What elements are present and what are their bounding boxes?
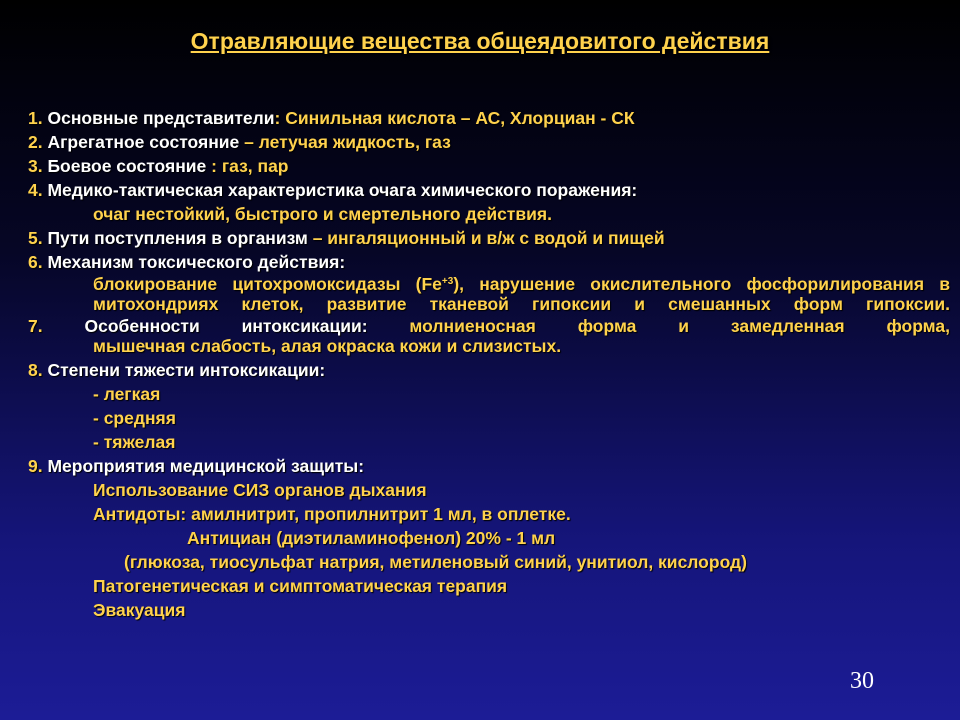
item-label: Особенности интоксикации: (42, 316, 368, 336)
item-7-detail: мышечная слабость, алая окраска кожи и слизистых. (93, 336, 562, 356)
item-value: – ингаляционный и в/ж с водой и пищей (307, 228, 665, 248)
list-item-4 (28, 178, 950, 202)
item-label: Агрегатное состояние (42, 132, 245, 152)
item-value: : Синильная кислота – АС, Хлорциан - СК (274, 108, 635, 128)
measure-therapy: Патогенетическая и симптоматическая терапия (93, 576, 508, 596)
item-number: 6. (28, 252, 43, 272)
item-label: Боевое состояние (42, 156, 212, 176)
item-value: : газ, пар (211, 156, 289, 176)
page-number: 30 (850, 668, 874, 694)
item-value: молниеносная форма и замедленная форма, (367, 316, 950, 336)
severity-severe: - тяжелая (93, 432, 176, 452)
item-value: – летучая жидкость, газ (244, 132, 451, 152)
item-label: Основные представители (42, 108, 275, 128)
severity-light: - легкая (93, 384, 161, 404)
item-label: Степени тяжести интоксикации: (42, 360, 326, 380)
measure-anticyan: Антициан (диэтиламинофенол) 20% - 1 мл (187, 528, 556, 548)
list-item-8 (28, 358, 950, 382)
item-label: Медико-тактическая характеристика очага химического поражения: (42, 180, 638, 200)
item-number: 9. (28, 456, 43, 476)
item-6-detail-b: ), нарушение окислительного фосфорилирования в митохондриях клеток, развитие тканевой гипоксии и смешанных форм гипоксии. (93, 274, 950, 314)
list-item-3 (28, 154, 950, 178)
slide-title: Отравляющие вещества общеядовитого действия (190, 28, 770, 54)
item-number: 8. (28, 360, 43, 380)
item-number: 3. (28, 156, 43, 176)
severity-medium: - средняя (93, 408, 176, 428)
item-number: 5. (28, 228, 43, 248)
item-number: 7. (28, 316, 43, 336)
slide-content (28, 106, 950, 622)
item-number: 4. (28, 180, 43, 200)
item-label: Мероприятия медицинской защиты: (42, 456, 365, 476)
list-item-2 (28, 130, 950, 154)
item-6-detail-a: блокирование цитохромоксидазы (Fe (93, 274, 442, 294)
measure-evacuation: Эвакуация (93, 600, 186, 620)
list-item-1 (28, 106, 950, 130)
list-item-6 (28, 250, 950, 274)
item-number: 1. (28, 108, 43, 128)
list-item-9 (28, 454, 950, 478)
list-item-5 (28, 226, 950, 250)
measure-antidotes: Антидоты: амилнитрит, пропилнитрит 1 мл, в оплетке. (93, 504, 571, 524)
list-item-7 (28, 316, 950, 336)
item-label: Механизм токсического действия: (42, 252, 346, 272)
measure-supplements: (глюкоза, тиосульфат натрия, метиленовый синий, унитиол, кислород) (124, 552, 747, 572)
item-number: 2. (28, 132, 43, 152)
item-4-detail: очаг нестойкий, быстрого и смертельного действия. (93, 204, 552, 224)
item-label: Пути поступления в организм (42, 228, 308, 248)
item-6-detail-sup: +3 (441, 276, 454, 287)
measure-ppe: Использование СИЗ органов дыхания (93, 480, 427, 500)
item-6-detail (28, 274, 950, 314)
